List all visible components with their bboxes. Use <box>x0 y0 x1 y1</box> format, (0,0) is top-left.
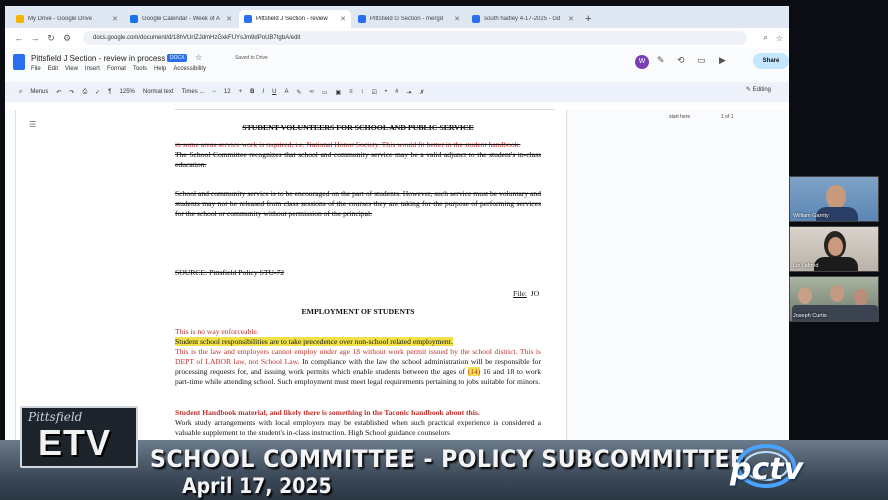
spellcheck-icon[interactable]: ✓ <box>95 89 101 96</box>
menu-edit[interactable]: Edit <box>47 66 59 72</box>
highlighted-text: Student school responsibilities are to take precedence over non-school related employment. <box>175 337 453 346</box>
find-count: 1 of 1 <box>721 114 734 120</box>
highlight-icon[interactable]: ✎ <box>296 89 302 96</box>
docs-logo-icon[interactable] <box>13 54 25 70</box>
bold-icon[interactable]: B <box>250 89 255 95</box>
paragraph-volunteers-intro <box>175 140 541 170</box>
tab-label: Google Calendar - Week of A <box>142 16 220 22</box>
forward-icon[interactable]: → <box>30 33 40 43</box>
paragraph-community-service: School and community service is to be encouraged on the part of students. However, such service must be voluntary and students may not be released from class sessions of the courses they are taking for the purpose of performing services for the school or community without permission of the principal. <box>175 189 541 218</box>
body-text: 16 and 18 to work part-time while attending school. Such employment must meet legal requirements pertaining to jobs suitable for minors. <box>175 367 541 386</box>
menu-help[interactable]: Help <box>153 66 167 72</box>
tab-pittsfield-g[interactable] <box>353 10 465 28</box>
tab-label: Pittsfield G Section - mergd <box>370 16 444 22</box>
bullet-list-icon[interactable]: • <box>385 89 388 95</box>
heading-employment: EMPLOYMENT OF STUDENTS <box>301 307 415 316</box>
menu-accessibility[interactable]: Accessibility <box>173 66 206 72</box>
formatting-toolbar <box>5 82 789 102</box>
docs-icon <box>244 15 252 23</box>
avatar[interactable]: W <box>635 55 649 69</box>
menu-insert[interactable]: Insert <box>84 66 100 72</box>
print-icon[interactable]: ⎙ <box>82 88 88 95</box>
tab-south-hadley[interactable] <box>467 10 579 28</box>
drive-icon <box>16 15 24 23</box>
star-icon[interactable]: ☆ <box>195 53 203 62</box>
share-button[interactable] <box>753 53 789 69</box>
align-icon[interactable]: ≡ <box>349 89 353 95</box>
body-text: In compliance with the law the school administration will be responsible for processing requests for, and issuing work permits which enable students between the ages of <box>175 357 541 376</box>
tab-label: Pittsfield J Section - review <box>256 16 328 22</box>
body-text: Work study arrangements with local employers may be established when such practical experience is considered a valuable supplement to the student's in-class instruction. High School guidance counselors <box>175 418 541 437</box>
find-query[interactable]: start here <box>669 114 691 120</box>
document-title[interactable]: Pittsfield J Section - review in process <box>31 54 166 63</box>
pencil-icon: ✎ <box>745 87 753 93</box>
close-icon[interactable]: ✕ <box>226 16 232 23</box>
file-label: File: <box>513 289 527 298</box>
pctv-logo: pctv <box>730 452 804 487</box>
image-icon[interactable]: ▣ <box>335 89 342 96</box>
increase-size-icon[interactable]: + <box>238 89 243 95</box>
site-info-icon[interactable]: ⚙ <box>62 32 72 43</box>
comment-icon[interactable]: ▭ <box>321 89 328 96</box>
file-code <box>513 289 539 299</box>
indent-icon[interactable]: ⇥ <box>406 89 412 96</box>
participant-name: William Garrity <box>793 213 829 219</box>
url-field[interactable]: docs.google.com/document/d/18hVUrIZJdmHzGxkFUYsJm9dPoUB7tgbA/edit <box>83 31 747 45</box>
clear-format-icon[interactable]: ✗ <box>419 89 425 96</box>
reload-icon[interactable]: ↻ <box>47 32 55 43</box>
menu-tools[interactable]: Tools <box>132 66 147 72</box>
comment-text: Student Handbook material, and likely there is something in the Taconic handbook about this. <box>175 408 480 417</box>
comment-text: This is no way enforceable. <box>175 327 259 336</box>
participant-tile[interactable] <box>789 176 879 222</box>
participant-video <box>798 287 812 304</box>
line-spacing-icon[interactable]: ↕ <box>360 89 364 95</box>
tab-my-drive[interactable] <box>11 10 123 28</box>
style-select[interactable]: Normal text <box>142 89 174 95</box>
new-tab-button[interactable]: + <box>585 13 592 25</box>
editing-mode-select[interactable] <box>746 86 771 93</box>
participant-video <box>828 237 843 256</box>
menu-format[interactable]: Format <box>106 66 126 72</box>
underline-icon[interactable]: U <box>272 89 277 95</box>
participant-tile[interactable] <box>789 276 879 322</box>
logo-letters: ETV <box>38 422 112 463</box>
docs-icon <box>472 15 480 23</box>
menus-search[interactable]: Menus <box>30 89 49 95</box>
comment-text: This is the law and employers cannot employ under age 18 without work permit issued by the school district. This is DEPT of LABOR law, not School Law. <box>175 347 541 366</box>
menu-bar <box>31 66 206 72</box>
tab-pittsfield-j[interactable] <box>239 10 351 28</box>
paragraph-employment <box>175 327 541 387</box>
tab-google-calendar[interactable] <box>125 10 237 28</box>
zoom-select[interactable]: 125% <box>119 89 135 95</box>
saved-status: Saved to Drive <box>235 55 268 61</box>
history-icon[interactable]: ⟲ <box>677 55 685 65</box>
paragraph-work-study <box>175 408 541 438</box>
banner-date: April 17, 2025 <box>182 474 332 498</box>
close-icon[interactable]: ✕ <box>454 16 460 23</box>
numbered-list-icon[interactable]: # <box>395 89 399 95</box>
gemini-icon[interactable]: ✎ <box>657 55 665 65</box>
comment-text: in some areas service work is required, i.e. National Honor Society. This would fit better in the student handbook. <box>175 140 521 149</box>
file-type-badge: DOCX <box>167 54 187 62</box>
redo-icon[interactable]: ↷ <box>69 89 75 96</box>
participant-panel <box>789 176 879 326</box>
docs-icon <box>358 15 366 23</box>
tab-label: south hadley 4-17-2025 - Gd <box>484 16 561 22</box>
font-select[interactable]: Times ... <box>181 89 205 95</box>
undo-icon[interactable]: ↶ <box>56 89 62 96</box>
participant-video <box>814 257 858 272</box>
menu-view[interactable]: View <box>65 66 78 72</box>
zoom-icon[interactable]: ⌕ <box>763 33 768 42</box>
heading-student-volunteers: STUDENT VOLUNTEERS FOR SCHOOL AND PUBLIC SERVICE <box>242 123 474 132</box>
menu-file[interactable]: File <box>31 66 41 72</box>
link-icon[interactable]: ∞ <box>309 89 314 95</box>
banner-title: SCHOOL COMMITTEE - POLICY SUBCOMMITTEE <box>150 445 746 473</box>
back-icon[interactable]: ← <box>14 33 24 43</box>
tab-strip <box>5 6 789 28</box>
meet-icon[interactable]: ▶ <box>719 55 726 65</box>
text-color-icon[interactable]: A <box>284 89 289 95</box>
italic-icon[interactable]: I <box>262 89 265 95</box>
ruler[interactable] <box>175 102 555 110</box>
search-menus-icon[interactable]: ⌕ <box>19 88 23 95</box>
decrease-size-icon[interactable]: − <box>212 89 216 95</box>
docs-header <box>5 48 789 82</box>
pittsfield-etv-logo <box>20 406 138 468</box>
comments-icon[interactable]: ▭ <box>697 55 706 65</box>
logo-script: Pittsfield <box>28 410 83 424</box>
body-text: The School Committee recognizes that school and community service may be a valid adjunct to the student's in-class education. <box>175 150 541 169</box>
calendar-icon <box>130 15 138 23</box>
file-code-value: JO <box>530 289 540 298</box>
tab-label: My Drive - Google Drive <box>28 16 93 22</box>
participant-name: Liz Lafond <box>793 263 819 269</box>
address-bar <box>5 28 789 48</box>
editing-mode-label: Editing <box>752 87 771 93</box>
share-label: Share <box>762 58 780 64</box>
close-icon[interactable]: ✕ <box>112 16 118 23</box>
font-size-field[interactable]: 12 <box>223 89 231 95</box>
participant-video <box>854 289 868 306</box>
close-icon[interactable]: ✕ <box>568 16 574 23</box>
outline-icon[interactable]: ☰ <box>29 120 37 129</box>
participant-video <box>830 285 844 302</box>
participant-name: Joseph Curtis <box>793 313 827 319</box>
participant-video <box>826 185 846 209</box>
source-line: SOURCE: Pittsfield Policy STU-72 <box>175 268 285 277</box>
checklist-icon[interactable]: ☑ <box>371 89 378 96</box>
close-icon[interactable]: ✕ <box>340 16 346 23</box>
browser-window <box>5 6 789 446</box>
paint-format-icon[interactable]: ¶ <box>108 89 112 95</box>
bookmark-icon[interactable]: ☆ <box>775 33 783 43</box>
participant-tile[interactable] <box>789 226 879 272</box>
edited-age: (14) <box>467 367 481 376</box>
